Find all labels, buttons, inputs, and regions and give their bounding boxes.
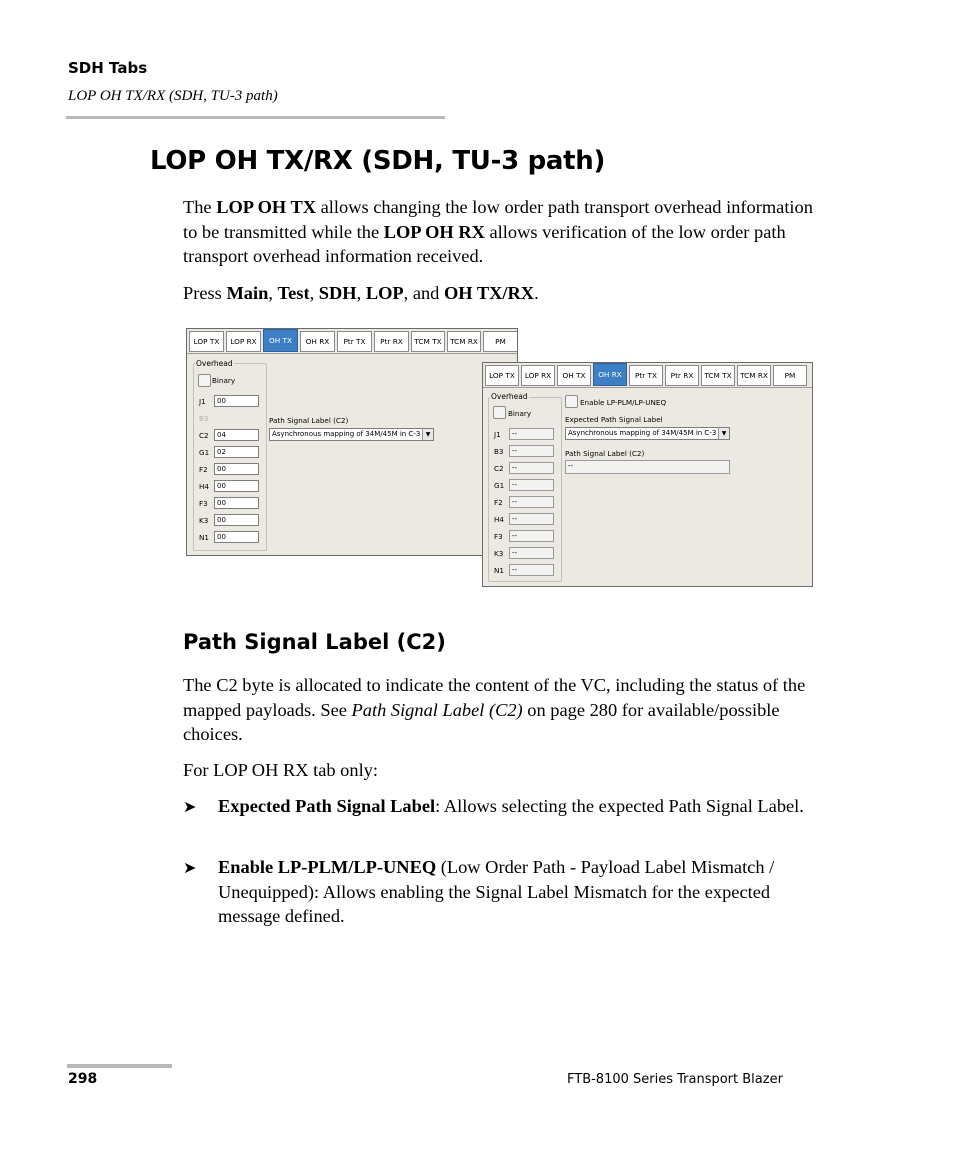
tx-row-label: F2 [199,465,208,474]
bullet-item: ➤ Expected Path Signal Label: Allows selecting the expected Path Signal Label. [183,794,823,819]
rx-k3-field: -- [509,547,554,559]
c2-description: The C2 byte is allocated to indicate the content of the VC, including the status of the mapped payloads. See Path Signal Label (C2) on page 280 for available/possible choices. [183,675,806,744]
rx-psl-field: -- [565,460,730,474]
rx-expected-psl-select[interactable]: Asynchronous mapping of 34M/45M in C-3 ▼ [565,427,730,440]
rx-overhead-title: Overhead [491,392,528,401]
rx-j1-field: -- [509,428,554,440]
tx-overhead-title: Overhead [196,359,233,368]
rx-row-label: F2 [494,498,503,507]
rx-g1-field: -- [509,479,554,491]
rx-h4-field: -- [509,513,554,525]
header-rule [66,116,445,119]
tx-tab-lop-tx[interactable]: LOP TX [189,331,224,352]
rx-expected-psl-label: Expected Path Signal Label [565,415,663,424]
arrow-bullet-icon: ➤ [183,860,197,877]
tx-tab-underline [187,353,517,354]
rx-tab-oh-tx[interactable]: OH TX [557,365,591,386]
tx-row-label: K3 [199,516,209,525]
tx-row-label: N1 [199,533,209,542]
tx-tab-ptr-rx[interactable]: Ptr RX [374,331,409,352]
page-number: 298 [68,1071,98,1087]
tx-psl-select[interactable]: Asynchronous mapping of 34M/45M in C-3 ▼ [269,428,434,441]
tx-k3-field[interactable]: 00 [214,514,259,526]
tx-n1-field[interactable]: 00 [214,531,259,543]
rx-f3-field: -- [509,530,554,542]
rx-b3-field: -- [509,445,554,457]
rx-tab-tcm-rx[interactable]: TCM RX [737,365,771,386]
rx-n1-field: -- [509,564,554,576]
rx-tab-pm[interactable]: PM [773,365,807,386]
tx-tab-pm[interactable]: PM [483,331,518,352]
rx-enable-plm-checkbox[interactable] [565,395,578,408]
oh-tx-screenshot [186,328,518,556]
tx-h4-field[interactable]: 00 [214,480,259,492]
tx-tab-oh-tx[interactable]: OH TX [263,329,298,352]
tx-row-label: F3 [199,499,208,508]
intro-paragraph: The LOP OH TX allows changing the low order path transport overhead information to be transmitted while the LOP OH RX allows verification of the low order path transport overhead information received. [183,197,813,266]
rx-row-label: C2 [494,464,504,473]
footer-rule [67,1064,172,1068]
rx-tab-ptr-rx[interactable]: Ptr RX [665,365,699,386]
rx-row-label: B3 [494,447,504,456]
tx-tab-bar [189,331,518,352]
chevron-down-icon: ▼ [718,428,729,439]
tx-row-label: C2 [199,431,209,440]
tx-tab-oh-rx[interactable]: OH RX [300,331,335,352]
tx-binary-label: Binary [212,376,236,385]
tx-tab-ptr-tx[interactable]: Ptr TX [337,331,372,352]
rx-row-label: K3 [494,549,504,558]
rx-row-label: H4 [494,515,504,524]
tx-g1-field[interactable]: 02 [214,446,259,458]
rx-binary-label: Binary [508,409,532,418]
rx-tab-oh-rx[interactable]: OH RX [593,363,627,386]
tx-row-label: J1 [199,397,206,406]
rx-enable-plm-label: Enable LP-PLM/LP-UNEQ [580,398,667,407]
rx-tab-lop-tx[interactable]: LOP TX [485,365,519,386]
tx-tab-lop-rx[interactable]: LOP RX [226,331,261,352]
bullet-item: ➤ Enable LP-PLM/LP-UNEQ (Low Order Path - Payload Label Mismatch / Unequipped): Allows enabling the Signal Label Mismatch for the expected message defined. [183,857,775,926]
rx-binary-checkbox[interactable] [493,406,506,419]
rx-tab-underline [483,387,812,388]
product-name: FTB-8100 Series Transport Blazer [567,1072,783,1087]
tx-tab-tcm-tx[interactable]: TCM TX [411,331,445,352]
tx-psl-label: Path Signal Label (C2) [269,416,349,425]
tx-f2-field[interactable]: 00 [214,463,259,475]
chevron-down-icon: ▼ [422,429,433,440]
oh-rx-screenshot [482,362,813,587]
tx-row-label: G1 [199,448,210,457]
rx-tab-tcm-tx[interactable]: TCM TX [701,365,735,386]
tx-tab-tcm-rx[interactable]: TCM RX [447,331,481,352]
rx-f2-field: -- [509,496,554,508]
tx-f3-field[interactable]: 00 [214,497,259,509]
rx-row-label: G1 [494,481,505,490]
rx-tab-bar [485,365,809,386]
running-header-subsection: LOP OH TX/RX (SDH, TU-3 path) [68,88,278,104]
page-title: LOP OH TX/RX (SDH, TU-3 path) [150,146,606,176]
rx-row-label: F3 [494,532,503,541]
running-header-section: SDH Tabs [68,59,148,77]
tx-binary-checkbox[interactable] [198,374,211,387]
rx-psl-label: Path Signal Label (C2) [565,449,645,458]
rx-only-note: For LOP OH RX tab only: [183,760,378,780]
tx-j1-field[interactable]: 00 [214,395,259,407]
arrow-bullet-icon: ➤ [183,799,197,816]
cross-reference-link[interactable]: Path Signal Label (C2) [351,699,523,720]
rx-row-label: J1 [494,430,501,439]
tx-row-label: H4 [199,482,209,491]
press-instruction: Press Main, Test, SDH, LOP, and OH TX/RX. [183,283,539,303]
tx-c2-field[interactable]: 04 [214,429,259,441]
rx-c2-field: -- [509,462,554,474]
rx-row-label: N1 [494,566,504,575]
rx-tab-ptr-tx[interactable]: Ptr TX [629,365,663,386]
rx-tab-lop-rx[interactable]: LOP RX [521,365,555,386]
tx-row-label: B3 [199,414,209,423]
section-heading: Path Signal Label (C2) [183,630,446,654]
